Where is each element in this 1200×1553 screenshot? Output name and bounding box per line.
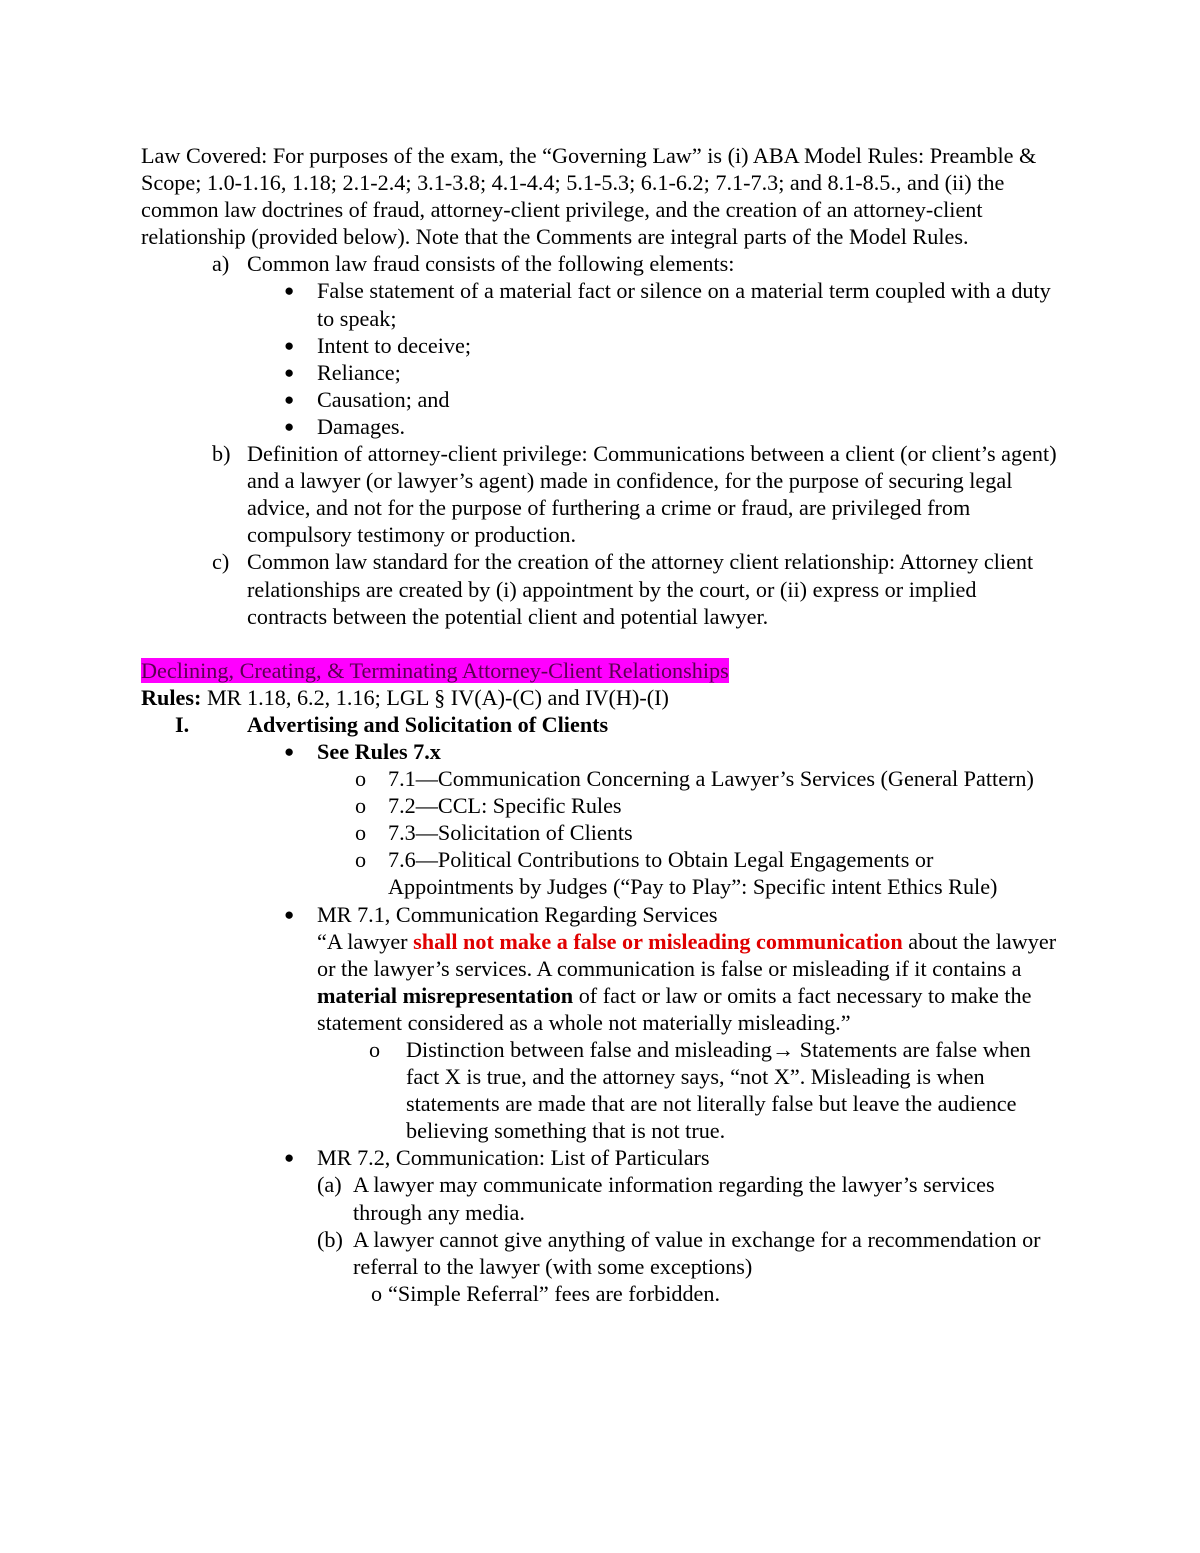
distinction-item [141, 1036, 1058, 1144]
rule-list-text: 7.2—CCL: Specific Rules [388, 793, 622, 819]
document-body [141, 142, 1061, 1307]
bullet-icon: ● [284, 335, 295, 355]
quote-part: of fact or law or omits a fact necessary to make the statement considered as a whole not materially misleading.” [317, 982, 1032, 1035]
list-item-b [141, 440, 1059, 548]
rules-line [141, 684, 1061, 711]
bullet-icon: ● [284, 362, 295, 382]
circle-bullet-icon: o [369, 1037, 381, 1062]
bullet-text: Causation; and [317, 386, 450, 412]
list-marker: a) [212, 251, 230, 277]
bullet-text: Reliance; [317, 359, 401, 385]
distinction-text-2: Statements are false when fact X is true, and the attorney says, “not X”. Misleading is when statements are made that are not literally false but leave the audience believing something that is not true. [406, 1037, 1031, 1144]
rules-text: MR 1.18, 6.2, 1.16; LGL § IV(A)-(C) and IV(H)-(I) [201, 684, 669, 710]
bullet-item [141, 386, 1057, 413]
mr72-title: MR 7.2, Communication: List of Particulars [317, 1145, 710, 1171]
quote-part: “A lawyer [317, 928, 414, 954]
roman-marker: I. [175, 711, 190, 737]
intro-paragraph: Law Covered: For purposes of the exam, the “Governing Law” is (i) ABA Model Rules: Preamble & Scope; 1.0-1.16, 1.18; 2.1-2.4; 3.1-3.8; 4.1-4.4; 5.1-5.3; 6.1-6.2; 7.1-7.3; and 8.1-8.5., and (ii) the common law doctrines of fraud, attorney-client privilege, and the creation of an attorney-client relationship (provided below). Note that the Comments are integral parts of the Model Rules. [141, 143, 1037, 250]
roman-heading-1 [141, 711, 1061, 738]
list-marker: c) [212, 549, 230, 575]
distinction-text: Distinction between false and misleading [406, 1037, 772, 1062]
mr72-item-a [141, 1171, 1061, 1225]
mr71-quote [141, 928, 1057, 1036]
bullet-icon: ● [284, 281, 295, 301]
list-item-text: Definition of attorney-client privilege: Communications between a client (or client’s agent) and a lawyer (or lawyer’s agent) made in confidence, for the purpose of securing legal advice, and not for the purpose of furthering a crime or fraud, are privileged from compulsory testimony or production. [247, 441, 1057, 548]
highlighted-heading: Declining, Creating, & Terminating Attorney-Client Relationships [141, 657, 729, 683]
bullet-icon: ● [284, 1148, 295, 1168]
bullet-item [141, 332, 1057, 359]
list-item-c [141, 548, 1059, 629]
bullet-item [141, 359, 1057, 386]
bullet-icon: ● [284, 416, 295, 436]
bullet-item-mr72 [141, 1144, 1057, 1171]
mr72-a-text: A lawyer may communicate information regarding the lawyer’s services through any media. [353, 1172, 995, 1225]
rule-list-text: 7.3—Solicitation of Clients [388, 820, 633, 846]
list-marker: b) [212, 441, 231, 467]
see-rules-text: See Rules 7.x [317, 738, 441, 764]
quote-red-emphasis: shall not make a false or misleading communication [413, 928, 903, 954]
list-item-text: Common law fraud consists of the following elements: [247, 251, 735, 277]
bullet-item [141, 738, 1057, 765]
bullet-icon: ● [284, 741, 295, 761]
circle-bullet-icon: o [355, 847, 367, 873]
bullet-item [141, 277, 1057, 331]
list-item-a [141, 250, 1059, 277]
referral-text: “Simple Referral” fees are forbidden. [388, 1280, 721, 1306]
paren-marker: (a) [317, 1172, 342, 1198]
bullet-text: Damages. [317, 413, 406, 439]
paren-marker: (b) [317, 1226, 343, 1252]
arrow-right-icon: → [772, 1037, 795, 1062]
circle-bullet-icon: o [355, 793, 367, 819]
list-item-text: Common law standard for the creation of the attorney client relationship: Attorney client relationships are created by (i) appointment by the court, or (ii) express or implied contracts between the potential client and potential lawyer. [247, 549, 1034, 629]
referral-item [141, 1280, 1058, 1307]
bullet-item [141, 413, 1057, 440]
mr72-item-b [141, 1226, 1061, 1280]
rule-list-text: 7.1—Communication Concerning a Lawyer’s Services (General Pattern) [388, 766, 1034, 792]
bullet-text: False statement of a material fact or silence on a material term coupled with a duty to speak; [317, 278, 1051, 331]
mr72-b-text: A lawyer cannot give anything of value in exchange for a recommendation or referral to the lawyer (with some exceptions) [353, 1226, 1041, 1279]
bullet-icon: ● [284, 389, 295, 409]
bullet-item-mr71 [141, 901, 1057, 928]
rule-list-text: 7.6—Political Contributions to Obtain Legal Engagements or Appointments by Judges (“Pay to Play”: Specific intent Ethics Rule) [388, 847, 998, 900]
quote-bold-emphasis: material misrepresentation [317, 982, 574, 1008]
quote-part: about the lawyer or the lawyer’s services. A communication is false or misleading if it contains a [317, 928, 1057, 981]
rule-list-item [141, 765, 1058, 792]
circle-bullet-icon: o [371, 1280, 383, 1306]
circle-bullet-icon: o [355, 820, 367, 846]
rule-list-item [141, 792, 1058, 819]
spacer [141, 630, 1061, 657]
rule-list-item [141, 846, 1058, 900]
roman-title: Advertising and Solicitation of Clients [247, 711, 609, 737]
mr71-title: MR 7.1, Communication Regarding Services [317, 901, 718, 927]
bullet-icon: ● [284, 904, 295, 924]
rules-label: Rules: [141, 684, 202, 710]
section-heading [141, 657, 1061, 684]
circle-bullet-icon: o [355, 766, 367, 792]
rule-list-item [141, 819, 1058, 846]
bullet-text: Intent to deceive; [317, 332, 472, 358]
